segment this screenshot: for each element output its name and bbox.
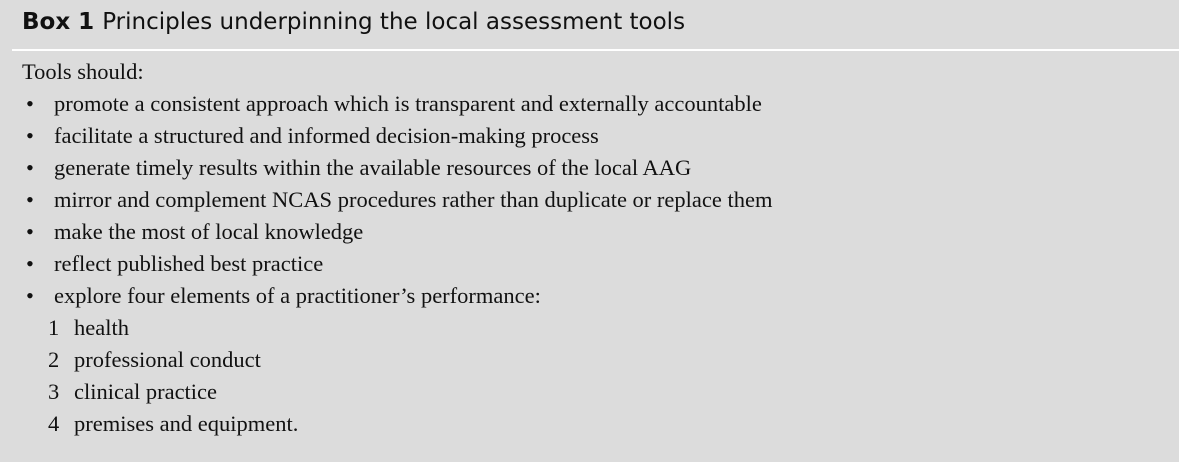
item-number: 4 [48,411,60,436]
bullet-icon: • [26,155,34,180]
intro-text: Tools should: [22,59,144,84]
list-item-text: facilitate a structured and informed decision-making process [54,123,599,148]
item-text: clinical practice [74,379,218,404]
principles-list [22,88,772,312]
box-content [22,56,772,440]
list-item [22,184,772,216]
bullet-icon: • [26,251,34,276]
box-title: Principles underpinning the local assessment tools [102,9,686,35]
list-item [22,152,772,184]
bullet-icon: • [26,187,34,212]
box-header [22,9,685,35]
item-text: health [74,315,129,340]
numbered-item [22,312,772,344]
item-text: professional conduct [74,347,261,372]
bullet-icon: • [26,283,34,308]
list-item-text: make the most of local knowledge [54,219,364,244]
numbered-item [22,344,772,376]
bullet-icon: • [26,91,34,116]
item-number: 1 [48,315,60,340]
list-item [22,216,772,248]
box-label: Box 1 [22,9,95,35]
numbered-item [22,376,772,408]
item-number: 3 [48,379,60,404]
item-text: premises and equipment. [74,411,299,436]
numbered-item [22,408,772,440]
list-item [22,248,772,280]
list-item-text: reflect published best practice [54,251,324,276]
list-item [22,120,772,152]
header-divider [12,49,1179,51]
list-item-text: promote a consistent approach which is transparent and externally accountable [54,91,762,116]
list-item-text: mirror and complement NCAS procedures rather than duplicate or replace them [54,187,773,212]
bullet-icon: • [26,219,34,244]
list-item [22,280,772,312]
item-number: 2 [48,347,60,372]
bullet-icon: • [26,123,34,148]
list-item [22,88,772,120]
performance-elements-list [22,312,772,440]
list-item-text: explore four elements of a practitioner’s performance: [54,283,541,308]
list-item-text: generate timely results within the available resources of the local AAG [54,155,692,180]
